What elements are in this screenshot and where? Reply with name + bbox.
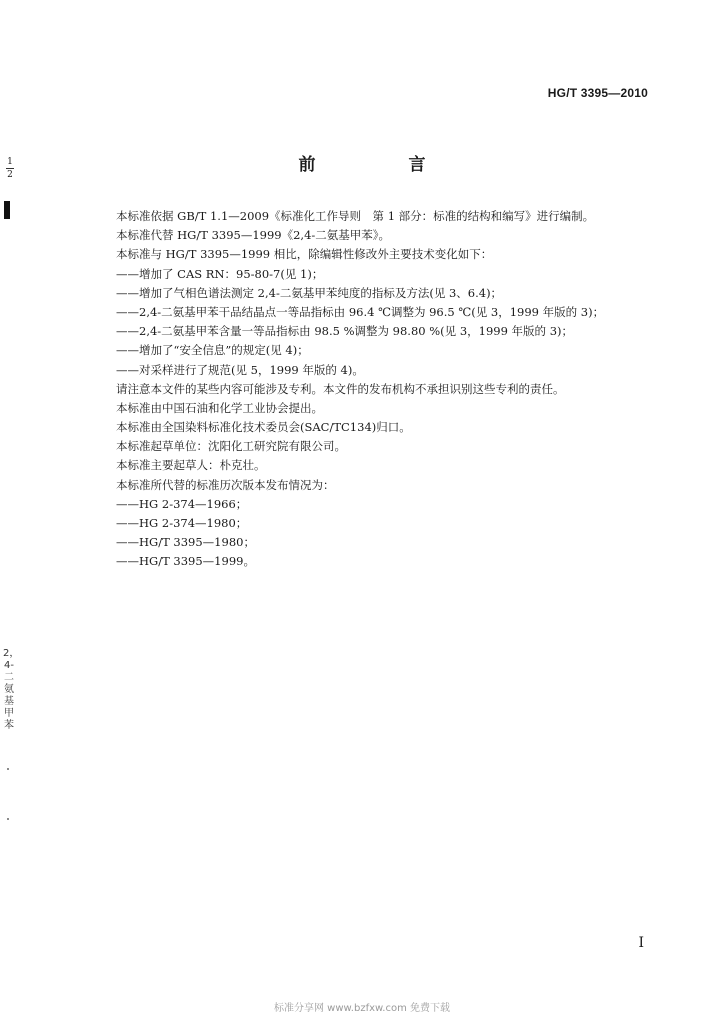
paragraph-line: ——2,4-二氨基甲苯含量一等品指标由 98.5 %调整为 98.80 %(见 3，1999 年版的 3)； — [116, 324, 574, 339]
paragraph-line: 本标准与 HG/T 3395—1999 相比，除编辑性修改外主要技术变化如下： — [116, 247, 493, 262]
paragraph-line: 本标准依据 GB/T 1.1—2009《标准化工作导则 第 1 部分：标准的结构和编写》进行编制。 — [116, 209, 595, 223]
paragraph-line: 本标准起草单位：沈阳化工研究院有限公司。 — [116, 439, 346, 454]
paragraph-line: 本标准由全国染料标准化技术委员会(SAC/TC134)归口。 — [116, 420, 411, 435]
margin-fraction-bottom: 2 — [7, 170, 13, 180]
paragraph-line: 请注意本文件的某些内容可能涉及专利。本文件的发布机构不承担识别这些专利的责任。 — [116, 381, 565, 396]
paragraph-line: ——2,4-二氨基甲苯干品结晶点一等品指标由 96.4 ℃调整为 96.5 ℃(见 3，1999 年版的 3)； — [116, 304, 605, 319]
page-title: 前 言 — [298, 155, 464, 175]
watermark-footer: 标准分享网 www.bzfxw.com 免费下载 — [274, 1003, 450, 1014]
paragraph-line: ——增加了“安全信息”的规定(见 4)； — [116, 343, 309, 358]
preface-body — [116, 207, 676, 572]
margin-dot — [7, 818, 9, 820]
standard-code: HG/T 3395—2010 — [547, 86, 648, 100]
paragraph-line: 本标准代替 HG/T 3395—1999《2,4-二氨基甲苯》。 — [116, 228, 391, 243]
paragraph-line: ——增加了 CAS RN：95-80-7(见 1)； — [116, 266, 324, 281]
page-number: I — [638, 935, 644, 951]
margin-black-mark — [4, 201, 10, 219]
paragraph-line: 本标准所代替的标准历次版本发布情况为： — [116, 477, 335, 492]
paragraph-line: ——HG/T 3395—1980； — [116, 535, 255, 550]
paragraph-line: 本标准由中国石油和化学工业协会提出。 — [116, 400, 323, 415]
margin-vertical-title: 2，4-二氨基甲苯 — [3, 648, 20, 731]
paragraph-line: ——HG 2-374—1980； — [116, 516, 248, 530]
paragraph-line: ——HG 2-374—1966； — [116, 496, 248, 511]
paragraph-line: 本标准主要起草人：朴克壮。 — [116, 458, 266, 473]
margin-fraction-top: 1 — [7, 157, 13, 167]
paragraph-line: ——对采样进行了规范(见 5，1999 年版的 4)。 — [116, 362, 364, 377]
paragraph-line: ——增加了气相色谱法测定 2,4-二氨基甲苯纯度的指标及方法(见 3、6.4)； — [116, 285, 503, 300]
margin-dot — [7, 768, 9, 770]
paragraph-line: ——HG/T 3395—1999。 — [116, 554, 255, 569]
